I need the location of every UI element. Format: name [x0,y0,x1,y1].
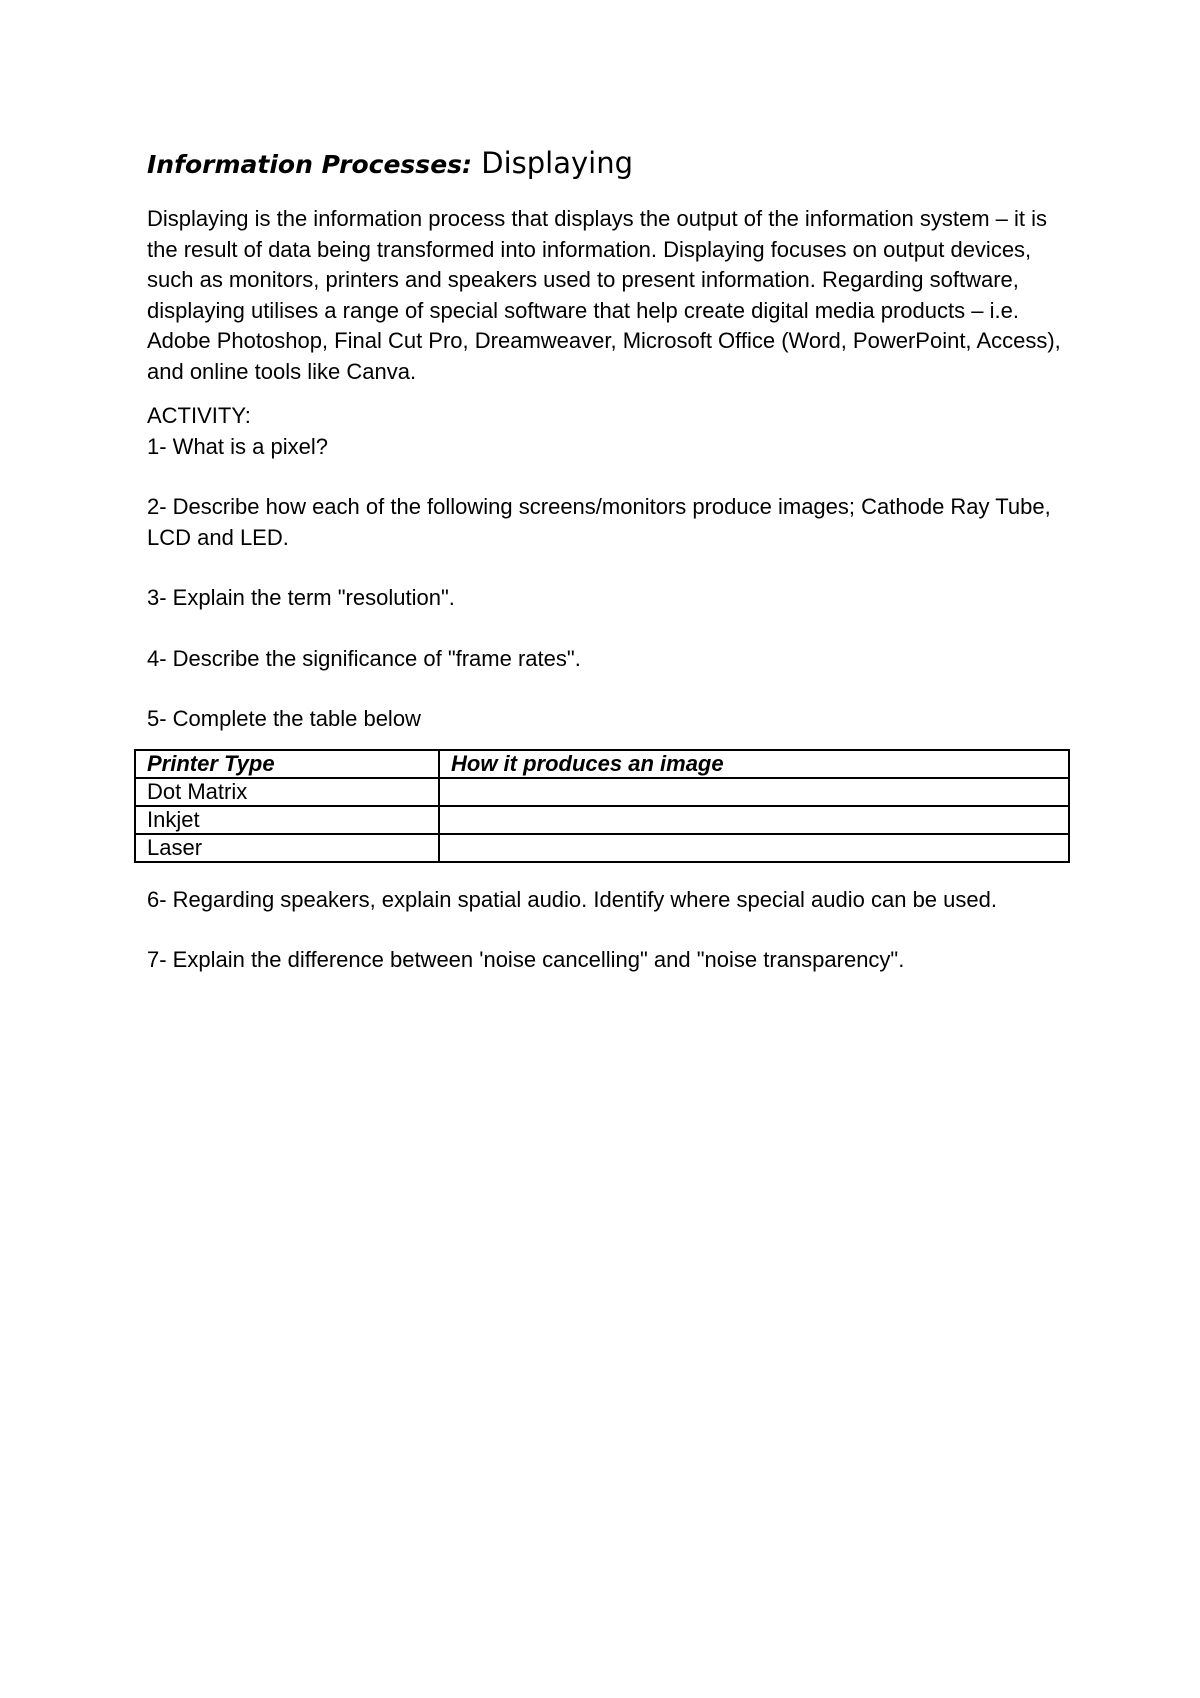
printer-table [134,749,1070,863]
header-how-it-produces: How it produces an image [439,750,1069,778]
question-5: 5- Complete the table below [147,706,421,731]
intro-paragraph: Displaying is the information process that displays the output of the information system – it is the result of data being transformed into information. Displaying focuses on output devices, such as monitors, printers and speakers used to present information. Regarding software, displaying utilises a range of special software that help create digital media products – i.e. Adobe Photoshop, Final Cut Pro, Dreamweaver, Microsoft Office (Word, PowerPoint, Access), and online tools like Canva. [147,206,1061,384]
activity-heading: ACTIVITY: [147,403,251,428]
table-cell-printer: Inkjet [135,806,439,834]
question-3: 3- Explain the term "resolution". [147,585,455,610]
question-6: 6- Regarding speakers, explain spatial audio. Identify where special audio can be used. [147,886,997,912]
table-cell-answer[interactable] [439,778,1069,806]
table-cell-printer: Laser [135,834,439,862]
document-title [147,140,1077,188]
title-lead: Information Processes: [147,150,473,179]
table-row [135,834,1069,862]
question-4: 4- Describe the significance of "frame rates". [147,645,581,671]
question-1: 1- What is a pixel? [147,433,328,459]
question-7: 7- Explain the difference between 'noise cancelling" and "noise transparency". [147,947,905,972]
table-row [135,778,1069,806]
table-header-row [135,750,1069,778]
table-cell-answer[interactable] [439,834,1069,862]
document-page [147,140,1077,976]
table-cell-answer[interactable] [439,806,1069,834]
table-cell-printer: Dot Matrix [135,778,439,806]
title-rest: Displaying [472,146,633,180]
question-2: 2- Describe how each of the following screens/monitors produce images; Cathode Ray Tube, LCD and LED. [147,494,1051,550]
table-row [135,806,1069,834]
header-printer-type: Printer Type [135,750,439,778]
